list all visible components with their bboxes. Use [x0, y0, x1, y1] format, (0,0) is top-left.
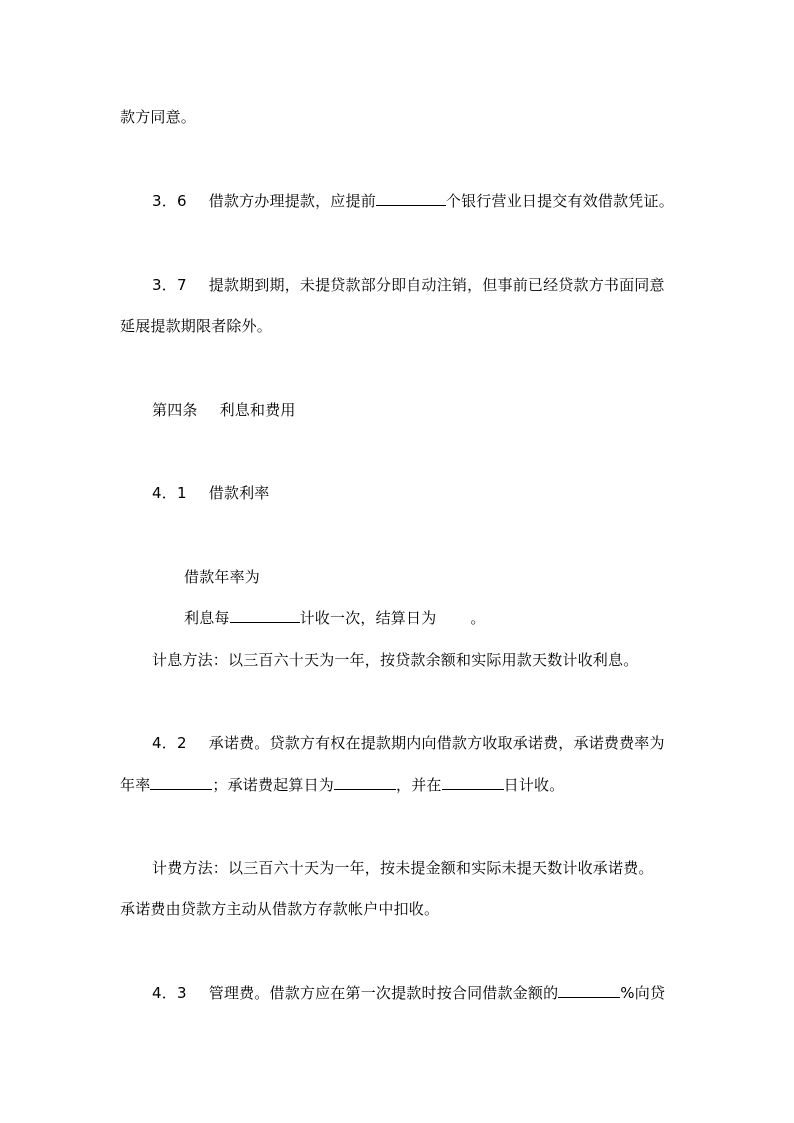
- clause-number: 4．1: [152, 484, 187, 502]
- clause-3-7-line-1: 3．7 提款期到期，未提贷款部分即自动注销，但事前已经贷款方书面同意: [152, 276, 665, 294]
- clause-3-6: 3．6 借款方办理提款，应提前 个银行营业日提交有效借款凭证。: [152, 192, 674, 210]
- clause-number: 4．2: [152, 734, 187, 752]
- interest-method-line: 计息方法：以三百六十天为一年，按贷款余额和实际用款天数计收利息。: [152, 651, 639, 669]
- clause-4-2-line-1: 4．2 承诺费。贷款方有权在提款期内向借款方收取承诺费，承诺费费率为: [152, 734, 665, 752]
- blank-field: [376, 191, 446, 206]
- clause-number: 3．7: [152, 276, 187, 294]
- fee-method-line-1: 计费方法：以三百六十天为一年，按未提金额和实际未提天数计收承诺费。: [152, 859, 654, 877]
- clause-number: 4．3: [152, 984, 187, 1002]
- blank-field: [230, 608, 300, 623]
- blank-field: [150, 775, 212, 790]
- blank-field: [442, 775, 504, 790]
- annual-rate-line: 借款年率为: [184, 568, 261, 586]
- fee-method-line-2: 承诺费由贷款方主动从借款方存款帐户中扣收。: [120, 900, 440, 918]
- article-4-heading: [152, 400, 296, 420]
- blank-field: [558, 983, 620, 998]
- article-number: 第四条: [152, 401, 198, 419]
- clause-4-1-heading: 4．1 借款利率: [152, 484, 270, 502]
- clause-4-3: 4．3 管理费。借款方应在第一次提款时按合同借款金额的 %向贷: [152, 984, 666, 1002]
- interest-frequency-line: 利息每 计收一次，结算日为 。: [184, 609, 486, 627]
- blank-field: [334, 775, 396, 790]
- continuation-line: 款方同意。: [120, 108, 197, 126]
- clause-3-7-line-2: 延展提款期限者除外。: [120, 317, 273, 335]
- clause-4-2-line-2: 年率 ；承诺费起算日为 ，并在 日计收。: [120, 776, 565, 794]
- article-title: 利息和费用: [219, 401, 296, 419]
- clause-number: 3．6: [152, 192, 187, 210]
